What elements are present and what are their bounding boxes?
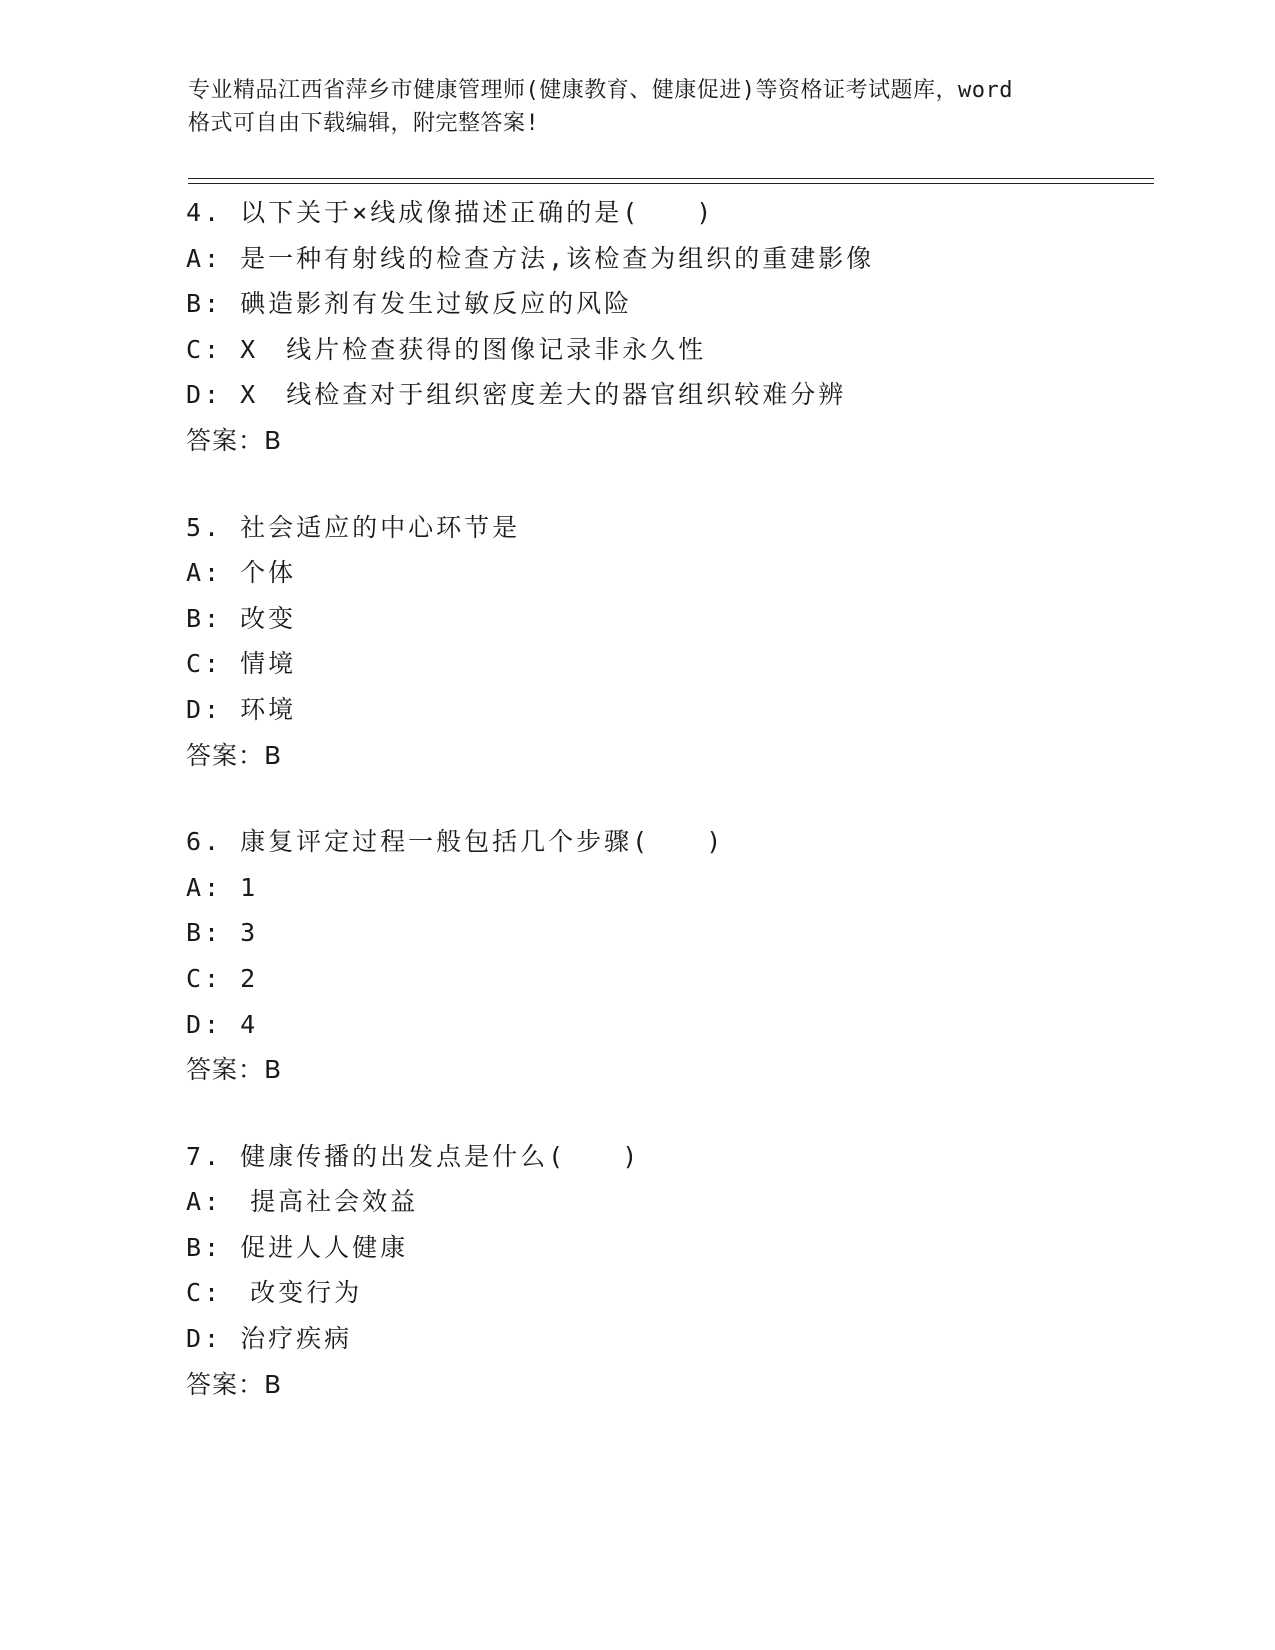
question-5 (186, 505, 1146, 779)
option-a: A: 1 (186, 872, 259, 902)
question-6 (186, 819, 1146, 1093)
option-c: C: X 线片检查获得的图像记录非永久性 (186, 334, 707, 364)
header-line-2: 格式可自由下载编辑，附完整答案! (188, 111, 540, 136)
option-b: B: 3 (186, 918, 259, 948)
answer-line (186, 1047, 1146, 1093)
option-a: A: 是一种有射线的检查方法,该检查为组织的重建影像 (186, 243, 875, 273)
question-stem: 6. 康复评定过程一般包括几个步骤( ) (186, 827, 725, 857)
option-b: B: 改变 (186, 603, 297, 633)
question-stem: 5. 社会适应的中心环节是 (186, 512, 521, 542)
option-d: D: 环境 (186, 694, 297, 724)
option-b: B: 促进人人健康 (186, 1232, 409, 1262)
option-a: A: 个体 (186, 558, 297, 588)
answer-label: 答案： (186, 1055, 265, 1085)
document-header (188, 74, 1088, 140)
option-d: D: 4 (186, 1009, 259, 1039)
option-c: C: 改变行为 (186, 1278, 363, 1308)
header-divider-bottom (188, 183, 1154, 184)
answer-label: 答案： (186, 425, 265, 455)
answer-value: B (264, 425, 283, 455)
answer-label: 答案： (186, 1369, 265, 1399)
answer-line (186, 1362, 1146, 1408)
answer-value: B (264, 740, 283, 770)
header-line-1: 专业精品江西省萍乡市健康管理师(健康教育、健康促进)等资格证考试题库，word (188, 78, 1013, 103)
option-c: C: 情境 (186, 649, 297, 679)
question-stem: 7. 健康传播的出发点是什么( ) (186, 1141, 641, 1171)
option-b: B: 碘造影剂有发生过敏反应的风险 (186, 289, 633, 319)
question-list (186, 190, 1146, 1448)
answer-line (186, 418, 1146, 464)
question-4 (186, 190, 1146, 464)
answer-value: B (264, 1055, 283, 1085)
answer-line (186, 733, 1146, 779)
answer-label: 答案： (186, 740, 265, 770)
option-a: A: 提高社会效益 (186, 1187, 419, 1217)
answer-value: B (264, 1369, 283, 1399)
option-c: C: 2 (186, 963, 259, 993)
question-7 (186, 1134, 1146, 1408)
option-d: D: 治疗疾病 (186, 1324, 353, 1354)
header-divider-top (188, 178, 1154, 179)
option-d: D: X 线检查对于组织密度差大的器官组织较难分辨 (186, 380, 847, 410)
question-stem: 4. 以下关于×线成像描述正确的是( ) (186, 198, 715, 227)
